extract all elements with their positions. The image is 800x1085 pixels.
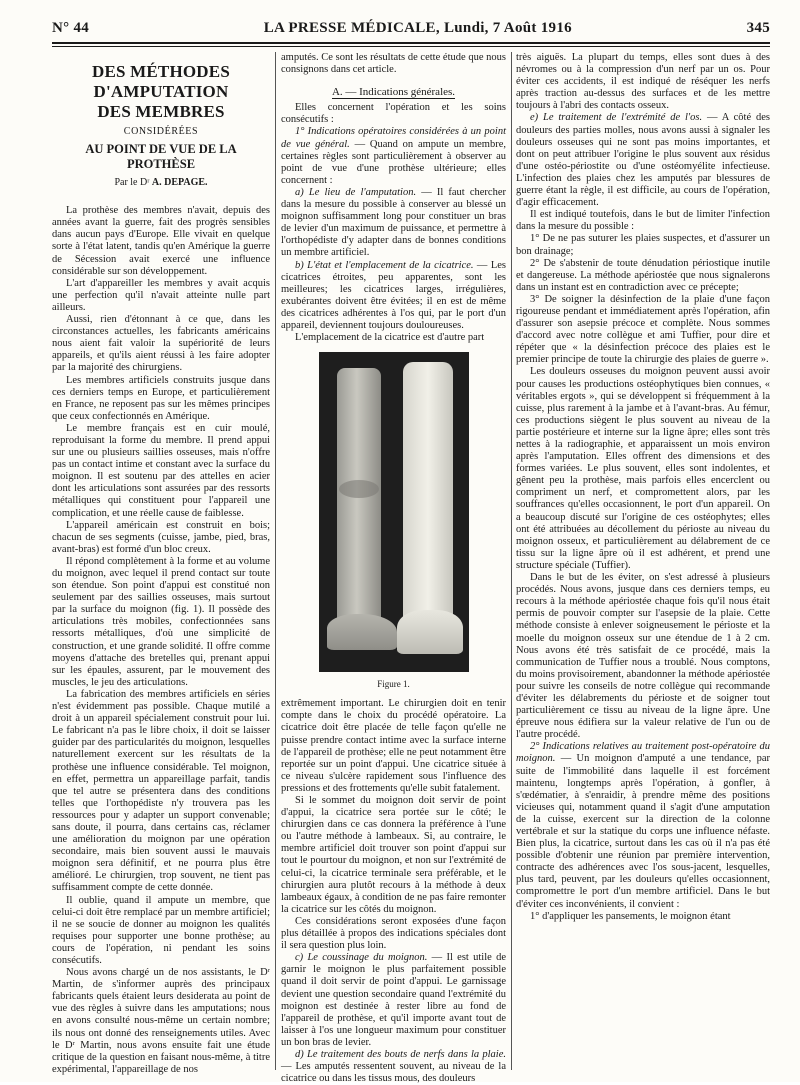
paragraph-text: — Il est utile de garnir le moignon le plus parfaitement possible quand il doit servir de point d'appui. Le garnissage devient une question secondaire quand l'extrémité du moignon est destinée à rester libre au fond de l'appareil de prothèse, et qu'il importe avant tout de laisser à l'os une longueur maximum pour constituer un bon bras de levier. bbox=[281, 952, 506, 1048]
paragraph: Il oublie, quand il ampute un membre, que celui-ci doit être remplacé par un membre artificiel; il ne se soucie de donner au moignon les qualités requises pour supporter une bonne prothèse; au cours de l'opération, ni pendant les soins consécutifs. bbox=[52, 894, 270, 966]
prosthesis-foot-left bbox=[327, 614, 397, 650]
paragraph: Il répond complètement à la forme et au volume du moignon, avec lequel il prend contact sur toute son étendue. Son point d'appui est constitué non seulement par des saillies osseuses, mais surtout par la surface du moignon (fig. 1). Il possède des articulations très mobiles, confectionnées sans ressorts métalliques, d'où une simplicité de construction, et une grande solidité. Il offre comme moyens d'attache des bretelles qui, prenant appui sur les épaules, assurent, par le mouvement des muscles, le jeu des articulations. bbox=[52, 555, 270, 688]
paragraph: Il est indiqué toutefois, dans le but de limiter l'infection dans la mesure du possible : bbox=[516, 209, 770, 233]
paragraph: La fabrication des membres artificiels en séries n'est évidemment pas possible. Chaque mutilé a droit à un appareil spécialement construit pour lui. Le fabricant n'a pas le libre choix, il doit se laisser guider par des particularités du moignon, lesquelles naturellement exercent sur les résultats de la prothèse une influence considérable. Tel moignon, en effet, permettra un appareillage parfait, tandis que tel autre se présentera dans des conditions telles que l'orthopédiste n'y trouvera pas les ressources pour y adapter un support convenable; sans doute, il pourra, dans certains cas, réclamer une amélioration du moignon par une opération secondaire, mais bien souvent aussi le mauvais moignon sera définitif, et ne pourra plus être amélioré. Le chirurgien, trop souvent, ne tient pas suffisamment compte de cette donnée. bbox=[52, 688, 270, 894]
paragraph: très aiguës. La plupart du temps, elles sont dues à des névromes ou à la compression d'un nerf par un os. Pour éviter ces accidents, il est indiqué de réséquer les nerfs après traction au-dessus des surfaces et de les mettre toujours à l'abri des contacts osseux. bbox=[516, 52, 770, 112]
column-divider bbox=[275, 52, 276, 1070]
paragraph bbox=[281, 260, 506, 333]
page-header bbox=[52, 20, 770, 42]
article-author bbox=[52, 177, 270, 189]
figure-prosthesis-photo bbox=[319, 352, 469, 672]
paragraph: Les membres artificiels construits jusque dans ces derniers temps en Europe, et particulièrement en France, ne reposent pas sur les mêmes principes que ceux confectionnés en Amérique. bbox=[52, 374, 270, 422]
column-3 bbox=[516, 52, 770, 1070]
paragraph: Si le sommet du moignon doit servir de point d'appui, la cicatrice sera portée sur le côté; le chirurgien dans ce cas donnera la préférence à l'une ou l'autre méthode à lambeaux. Si, au contraire, le membre artificiel doit trouver son point d'appui sur tout le pourtour du moignon, et non sur l'extrémité de celui-ci, la cicatrice terminale sera préférable, et le chirurgien aura plutôt recours à la méthode à deux lambeaux égaux, à condition de ne pas faire remonter la cicatrice sur les côtés du moignon. bbox=[281, 795, 506, 915]
paragraph-heading: 1° Indications opératoires considérées à un point de vue général. bbox=[281, 126, 506, 150]
author-name: A. DEPAGE. bbox=[151, 177, 208, 189]
article-title-line-2: DES MEMBRES bbox=[97, 102, 225, 121]
paragraph: Nous avons chargé un de nos assistants, le Dʳ Martin, de s'informer auprès des principaux fabricants quels étaient leurs desiderata au point de vue des règles à suivre dans les amputations; nous en avons consulté nous-même un certain nombre; ils nous ont donné des renseignements utiles. Avec le Dʳ Martin, nous avons ensuite fait une étude critique de la question en faisant nous-même, à titre expérimental, l'appareillage de nos bbox=[52, 967, 270, 1075]
paragraph bbox=[281, 1049, 506, 1085]
paragraph-text: — Un moignon d'amputé a une tendance, par suite de l'immobilité dans laquelle il est forcément maintenu, longtemps après l'opération, à gonfler, à s'œdématier, à s'enraidir, à prendre même des positions vicieuses qui, notamment quand il s'agit d'une amputation de la cuisse, exercent sur la direction de la colonne vertébrale et sur la statique du corps une influence néfaste. Bien plus, la cicatrice, surtout dans les cas où il n'a pas été possible d'obtenir une réunion par première intervention, contracte des adhérences avec l'os sous-jacent, lesquelles, plus tard, peuvent, par les douleurs qu'elles occasionnent, compromettre le port d'un membre artificiel. Dans le but d'éviter ces inconvénients, il convient : bbox=[516, 753, 770, 910]
paragraph bbox=[281, 952, 506, 1049]
prosthesis-leg-right bbox=[403, 362, 453, 630]
article-subtitle-2: AU POINT DE VUE DE LA PROTHÈSE bbox=[85, 142, 237, 172]
paragraph: L'art d'appareiller les membres y avait acquis une perfection qu'il n'avait atteinte nulle part ailleurs. bbox=[52, 277, 270, 313]
paragraph bbox=[516, 112, 770, 209]
paragraph: Ces considérations seront exposées d'une façon plus détaillée à propos des indications spéciales dont il sera question plus loin. bbox=[281, 915, 506, 952]
journal-masthead bbox=[264, 20, 572, 37]
author-prefix: Par le Dʳ bbox=[114, 177, 150, 189]
paragraph: Aussi, rien d'étonnant à ce que, dans les circonstances actuelles, les fabricants américains nous aient fait valoir la supériorité de leurs appareils, et qu'ils aient réussi à les faire adopter par la majorité des chirurgiens. bbox=[52, 314, 270, 374]
paragraph-heading: 2° Indications relatives au traitement post-opératoire du moignon. bbox=[516, 741, 770, 765]
paragraph-text: — Quand on ampute un membre, certaines règles sont particulièrement à observer au point de vue d'une prothèse ultérieure; elles concernent : bbox=[281, 138, 506, 186]
paragraph-text: — Les amputés ressentent souvent, au niveau de la cicatrice ou dans les tissus mous, des douleurs bbox=[281, 1061, 506, 1085]
prosthesis-foot-right bbox=[397, 610, 463, 654]
paragraph-heading: e) Le traitement de l'extrémité de l'os. bbox=[530, 112, 703, 124]
issue-number: N° 44 bbox=[52, 20, 90, 36]
header-rule-thin bbox=[52, 46, 770, 47]
paragraph: Les douleurs osseuses du moignon peuvent aussi avoir pour causes les productions ostéophytiques bien connues, « véritables ergots », qui se développent si fréquemment à la cuisse, plus rarement à la jambe et à l'avant-bras. Au fémur, ces productions siègent le plus souvent au niveau de la partie postérieure et interne sur la ligne âpre; elles sont très nettes à la radiographie, et apparaissent un mois environ après l'amputation. Elles offrent des dimensions et des formes variées. Le plus souvent, elles sont indolentes, et gênent peu la prothèse, mais parfois elles encerclent ou compriment un nerf, et compromettent alors, par les souffrances qu'elles occasionnent, le port d'un appareil. On a beaucoup discuté sur l'origine de ces ostéophytes; elles ont été attribuées au décollement du périoste au niveau du moignon osseux, et particulièrement au délabrement de ce tissu sur la ligne âpre où il est adhérent, et prend une structure spéciale (Tuffier). bbox=[516, 366, 770, 571]
paragraph: Le membre français est en cuir moulé, reproduisant la forme du membre. Il prend appui sur une ou plusieurs saillies osseuses, mais n'offre pas un contact intime et constant avec la surface du moignon. Il est soutenu par des attelles en acier dont les articulations sont assurées par des ressorts métalliques qui constituent pour l'appareil une complication, et une réelle cause de faiblesse. bbox=[52, 422, 270, 519]
paragraph: amputés. Ce sont les résultats de cette étude que nous consignons dans cet article. bbox=[281, 52, 506, 76]
paragraph: extrêmement important. Le chirurgien doit en tenir compte dans le choix du procédé opératoire. La cicatrice doit être placée de telle façon qu'elle ne puisse prendre contact intime avec la surface interne de l'appareil de prothèse; elle ne peut notamment être reportée sur un point d'appui. Une cicatrice située à ce niveau s'ulcère rapidement sous l'influence des pressions et des frottements qu'elle subit fatalement. bbox=[281, 698, 506, 794]
paragraph: 1° De ne pas suturer les plaies suspectes, et d'assurer un bon drainage; bbox=[516, 233, 770, 257]
article-title-line-1: DES MÉTHODES D'AMPUTATION bbox=[92, 62, 230, 101]
section-heading-text: A. — Indications générales. bbox=[331, 86, 456, 99]
paragraph bbox=[281, 187, 506, 260]
column-divider bbox=[511, 52, 512, 1070]
paragraph-heading: a) Le lieu de l'amputation. bbox=[295, 186, 417, 198]
paragraph bbox=[281, 126, 506, 186]
paragraph: 1° d'appliquer les pansements, le moignon étant bbox=[530, 910, 731, 922]
article-subtitle-1: CONSIDÉRÉES bbox=[123, 126, 199, 137]
paragraph: La prothèse des membres n'avait, depuis des années avant la guerre, fait des progrès sensibles dans aucun pays d'Europe. Elle vivait en quelque sorte à l'état latent, tandis qu'en Amérique la guerre de Sécession avait exercé une influence considérable sur son développement. bbox=[52, 205, 270, 277]
paragraph: 2° De s'abstenir de toute dénudation périostique inutile et dangereuse. La méthode apériostée que nous signalerons dans un instant est en contradiction avec ce précepte; bbox=[516, 257, 770, 293]
column-2 bbox=[281, 52, 506, 1085]
paragraph: Dans le but de les éviter, on s'est adressé à plusieurs procédés. Nous avons, jusque dans ces derniers temps, eu recours à la méthode apériostée chaque fois qu'il nous était permis de pouvoir compter sur l'asepsie de la plaie. Cette méthode consiste à enlever soigneusement le périoste et la moelle du moignon osseux sur une étendue de 1 à 2 cm. Nous avons été très satisfait de ce procédé, mais la communication de Tuffier nous a troublé. Nous comptons, du moins provisoirement, abandonner la méthode apériostée pour suivre les conseils de notre collègue qui recommande d'éviter les délabrements du périoste et de soigner tout particulièrement ce tissu au niveau de la ligne âpre. Une épreuve nous édifiera sur la valeur relative de l'un ou de l'autre procédé. bbox=[516, 572, 770, 741]
figure-caption: Figure 1. bbox=[377, 679, 410, 690]
paragraph-text: — Il faut chercher dans la mesure du possible à conserver au blessé un moignon suffisamment long pour constituer un bras de levier d'un maximum de puissance, et permettre à l'orthopédiste d'y adapter dans de bonnes conditions un membre artificiel. bbox=[281, 186, 506, 259]
paragraph: 3° De soigner la désinfection de la plaie d'une façon rigoureuse pendant et immédiatement après l'opération, afin d'assurer son asepsie précoce et complète. Nous sommes d'accord avec notre collègue et ami Tuffier, pour dire et répéter que « la désinfection précoce des plaies est le premier principe de toute la chirurgie des plaies de guerre ». bbox=[516, 293, 770, 366]
section-heading bbox=[281, 86, 506, 98]
paragraph-heading: b) L'état et l'emplacement de la cicatrice. bbox=[295, 259, 474, 271]
column-1 bbox=[52, 52, 270, 1075]
prosthesis-knee-joint bbox=[339, 480, 379, 498]
paragraph-text: — Les cicatrices étroites, peu apparentes, sont les meilleures; les cicatrices larges, irrégulières, exubérantes doivent être évitées; il en est de même des cicatrices adhérentes à l'os qui, par le port d'un appareil, deviennent toujours douloureuses. bbox=[281, 259, 506, 331]
header-rule bbox=[52, 42, 770, 44]
paragraph bbox=[516, 741, 770, 910]
page-number: 345 bbox=[746, 20, 770, 36]
paragraph-text: — A côté des douleurs des parties molles, nous avons aussi à signaler les douleurs osseuses qui ne sont pas moins importantes, et dont on peut attribuer l'origine le plus souvent aux résidus d'une ostéo-périostite ou d'une ostéomyélite infectieuse. L'infection des plaies chez les amputés par blessures de guerre étant la règle, il est difficile, au cours de l'opération, d'agir efficacement. bbox=[516, 112, 770, 209]
paragraph: L'emplacement de la cicatrice est d'autre part bbox=[295, 332, 485, 344]
paragraph-heading: d) Le traitement des bouts de nerfs dans la plaie. bbox=[295, 1048, 506, 1060]
journal-name: LA PRESSE MÉDICALE, bbox=[263, 20, 440, 36]
paragraph: L'appareil américain est construit en bois; chacun de ses segments (cuisse, jambe, pied, bras, avant-bras) est formé d'un bloc creux. bbox=[52, 519, 270, 555]
prosthesis-leg-left bbox=[337, 368, 381, 638]
paragraph-heading: c) Le coussinage du moignon. bbox=[295, 952, 428, 964]
article-title bbox=[52, 62, 270, 122]
issue-date: Lundi, 7 Août 1916 bbox=[443, 20, 572, 36]
paragraph: Elles concernent l'opération et les soins consécutifs : bbox=[281, 102, 506, 126]
